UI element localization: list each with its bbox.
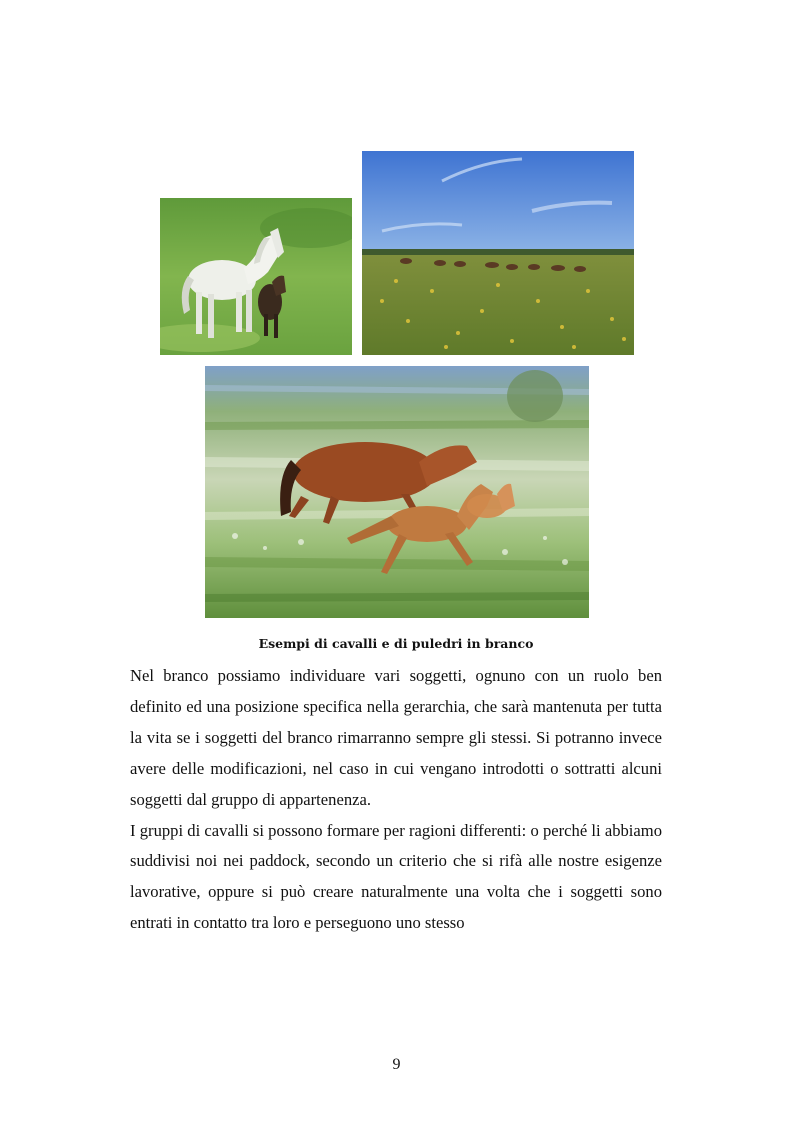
page-number: 9	[392, 1056, 401, 1073]
body-text	[130, 661, 662, 939]
herd-in-meadow-photo	[362, 151, 634, 355]
white-mare-with-foal-photo	[160, 198, 352, 355]
white-mare-with-foal-illustration	[160, 198, 352, 355]
galloping-mare-and-foals-illustration	[205, 366, 589, 618]
herd-in-meadow-illustration	[362, 151, 634, 355]
galloping-mare-and-foals-photo	[205, 366, 589, 618]
paragraph: Nel branco possiamo individuare vari soggetti, ognuno con un ruolo ben definito ed una posizione specifica nella gerarchia, che sarà mantenuta per tutta la vita se i soggetti del branco rimarranno sempre gli stessi. Si potranno invece avere delle modificazioni, nel caso in cui vengano introdotti o sottratti alcuni soggetti dal gruppo di appartenenza.	[130, 666, 662, 809]
paragraph: I gruppi di cavalli si possono formare per ragioni differenti: o perché li abbiamo suddivisi noi nei paddock, secondo un criterio che si rifà alle nostre esigenze lavorative, oppure si può creare naturalmente una volta che i soggetti sono entrati in contatto tra loro e perseguono uno stesso	[130, 820, 662, 933]
figure-caption: Esempi di cavalli e di puledri in branco	[258, 636, 534, 651]
